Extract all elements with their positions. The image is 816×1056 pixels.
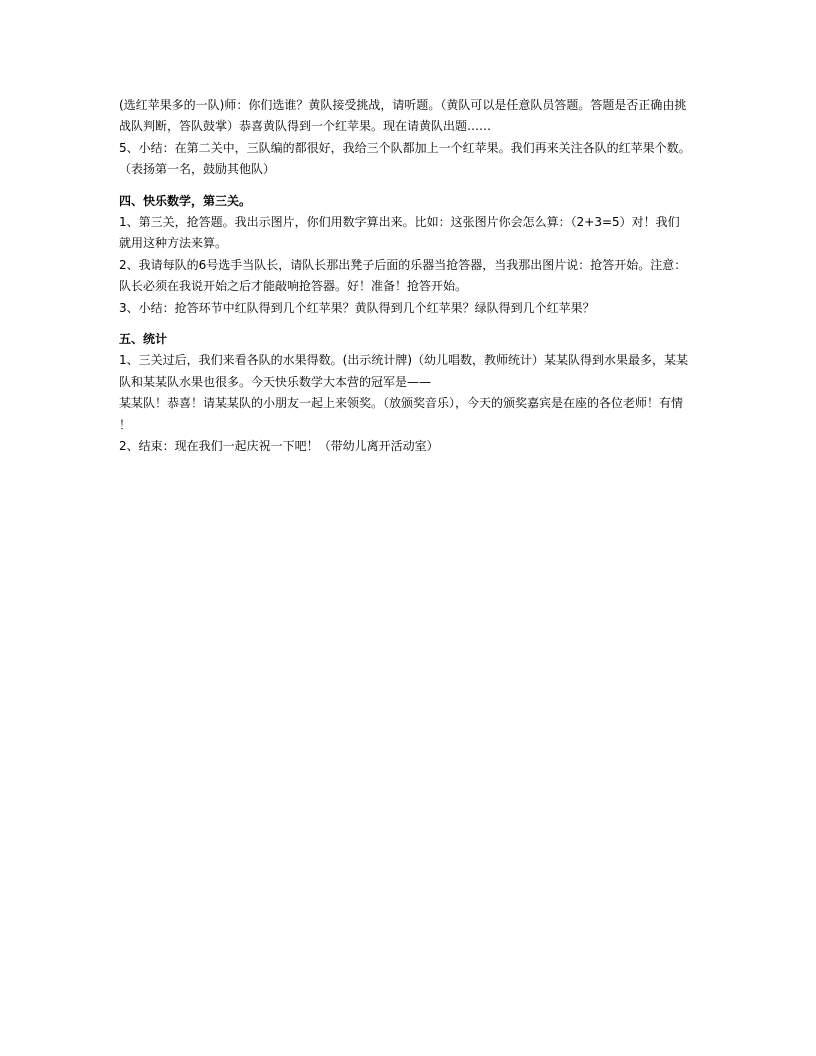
paragraph-line: 队和某某队水果也很多。今天快乐数学大本营的冠军是—— [119,374,432,389]
paragraph-line: 战队判断，答队鼓掌）恭喜黄队得到一个红苹果。现在请黄队出题…… [119,119,492,134]
paragraph-line: (选红苹果多的一队)师：你们选谁？黄队接受挑战，请听题。（黄队可以是任意队员答题。答题是否正确由挑 [119,98,687,112]
section-five-heading: 五、统计 [119,332,168,347]
paragraph-line: ！ [119,417,132,432]
paragraph-line: 5、小结：在第二关中，三队编的都很好，我给三个队都加上一个红苹果。我们再来关注各队的红苹果个数。 [119,140,691,155]
paragraph-line: （表扬第一名，鼓励其他队） [119,162,276,177]
paragraph-line: 1、第三关，抢答题。我出示图片，你们用数字算出来。比如：这张图片你会怎么算：（2+3=5）对！我们 [119,215,680,230]
paragraph-line: 1、三关过后，我们来看各队的水果得数。(出示统计牌)（幼儿唱数，教师统计）某某队得到水果最多，某某 [119,353,689,368]
paragraph-line: 队长必须在我说开始之后才能敲响抢答器。好！准备！抢答开始。 [119,279,468,294]
section-gap [119,319,699,329]
section-previous-continued [119,95,699,181]
section-four [119,191,699,319]
paragraph-line: 就用这种方法来算。 [119,236,228,251]
paragraph-line: 某某队！恭喜！请某某队的小朋友一起上来领奖。（放颁奖音乐），今天的颁奖嘉宾是在座的各位老师！有情 [119,396,684,411]
section-gap [119,181,699,191]
section-five [119,329,699,457]
paragraph-line: 3、小结：抢答环节中红队得到几个红苹果？黄队得到几个红苹果？绿队得到几个红苹果？ [119,300,595,315]
section-four-heading: 四、快乐数学，第三关。 [119,193,252,208]
document-page [119,95,699,458]
paragraph-line: 2、我请每队的6号选手当队长，请队长那出凳子后面的乐器当抢答器，当我那出图片说：抢答开始。注意： [119,257,687,272]
paragraph-line: 2、结束：现在我们一起庆祝一下吧！（带幼儿离开活动室） [119,439,439,454]
